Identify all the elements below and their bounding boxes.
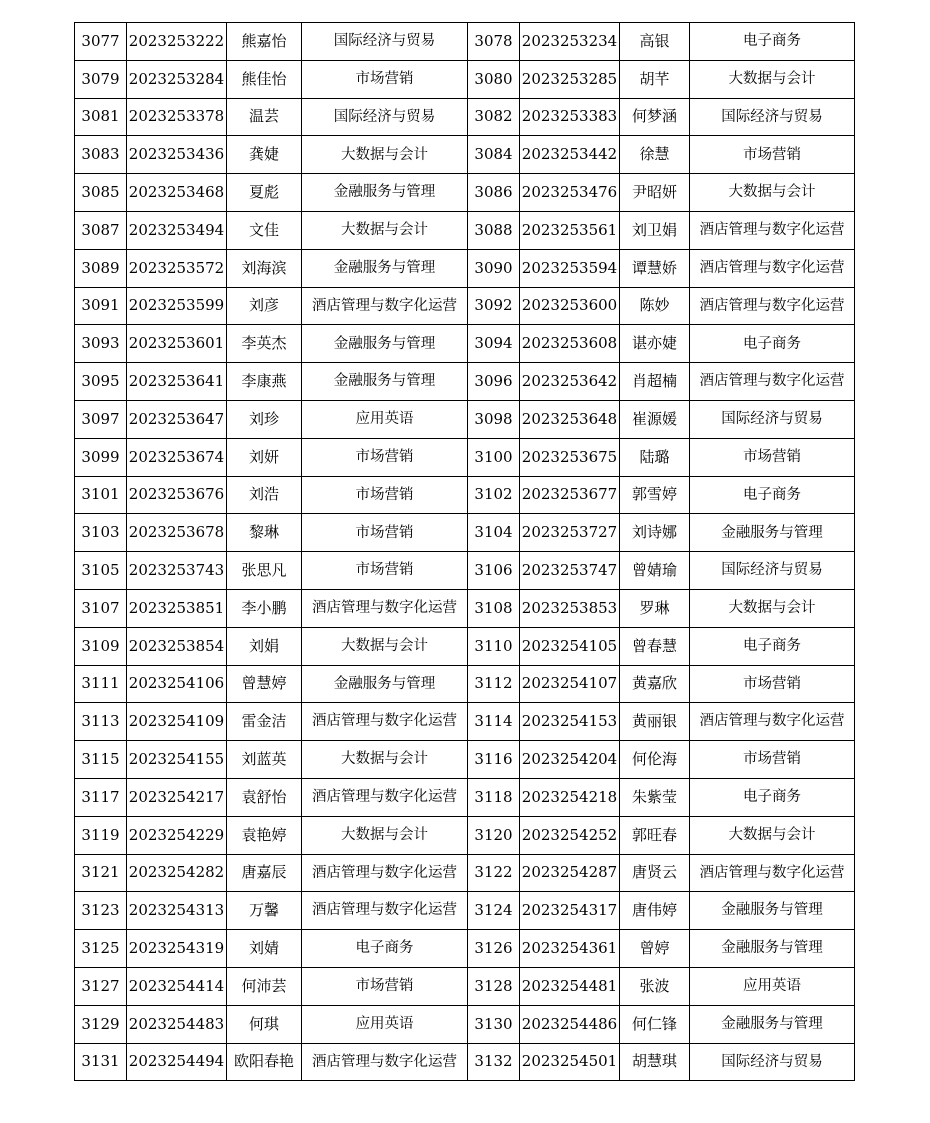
major-cell: 国际经济与贸易: [302, 23, 468, 61]
major-cell: 酒店管理与数字化运营: [690, 249, 855, 287]
seq-cell: 3088: [468, 211, 520, 249]
student-id-cell: 2023253676: [127, 476, 227, 514]
major-cell: 酒店管理与数字化运营: [690, 211, 855, 249]
major-cell: 应用英语: [690, 967, 855, 1005]
student-name-cell: 刘诗娜: [620, 514, 690, 552]
major-cell: 应用英语: [302, 400, 468, 438]
student-id-cell: 2023253436: [127, 136, 227, 174]
seq-cell: 3103: [75, 514, 127, 552]
major-cell: 应用英语: [302, 1005, 468, 1043]
table-row: [75, 552, 855, 590]
table-row: [75, 174, 855, 212]
student-name-cell: 李小鹏: [227, 589, 302, 627]
major-cell: 市场营销: [302, 438, 468, 476]
major-cell: 国际经济与贸易: [690, 1043, 855, 1081]
seq-cell: 3098: [468, 400, 520, 438]
seq-cell: 3110: [468, 627, 520, 665]
table-row: [75, 400, 855, 438]
seq-cell: 3080: [468, 60, 520, 98]
student-id-cell: 2023254483: [127, 1005, 227, 1043]
major-cell: 酒店管理与数字化运营: [302, 1043, 468, 1081]
student-id-cell: 2023253594: [520, 249, 620, 287]
student-name-cell: 欧阳春艳: [227, 1043, 302, 1081]
table-row: [75, 892, 855, 930]
student-name-cell: 李英杰: [227, 325, 302, 363]
student-id-cell: 2023253647: [127, 400, 227, 438]
student-id-cell: 2023254252: [520, 816, 620, 854]
student-id-cell: 2023253853: [520, 589, 620, 627]
major-cell: 金融服务与管理: [302, 665, 468, 703]
student-id-cell: 2023253601: [127, 325, 227, 363]
seq-cell: 3097: [75, 400, 127, 438]
student-id-cell: 2023253442: [520, 136, 620, 174]
student-id-cell: 2023253468: [127, 174, 227, 212]
major-cell: 市场营销: [690, 741, 855, 779]
student-name-cell: 曾婧瑜: [620, 552, 690, 590]
student-id-cell: 2023254204: [520, 741, 620, 779]
student-id-cell: 2023253476: [520, 174, 620, 212]
student-name-cell: 雷金洁: [227, 703, 302, 741]
student-name-cell: 尹昭妍: [620, 174, 690, 212]
student-id-cell: 2023253854: [127, 627, 227, 665]
student-name-cell: 刘彦: [227, 287, 302, 325]
student-name-cell: 朱紫莹: [620, 778, 690, 816]
table-row: [75, 438, 855, 476]
student-name-cell: 袁艳婷: [227, 816, 302, 854]
student-name-cell: 何伦海: [620, 741, 690, 779]
student-name-cell: 刘卫娟: [620, 211, 690, 249]
major-cell: 电子商务: [690, 627, 855, 665]
student-name-cell: 黎琳: [227, 514, 302, 552]
student-id-cell: 2023253743: [127, 552, 227, 590]
seq-cell: 3121: [75, 854, 127, 892]
seq-cell: 3106: [468, 552, 520, 590]
student-name-cell: 刘珍: [227, 400, 302, 438]
seq-cell: 3099: [75, 438, 127, 476]
student-name-cell: 黄嘉欣: [620, 665, 690, 703]
seq-cell: 3100: [468, 438, 520, 476]
major-cell: 酒店管理与数字化运营: [690, 363, 855, 401]
student-id-cell: 2023253494: [127, 211, 227, 249]
major-cell: 国际经济与贸易: [302, 98, 468, 136]
seq-cell: 3104: [468, 514, 520, 552]
seq-cell: 3083: [75, 136, 127, 174]
student-name-cell: 万馨: [227, 892, 302, 930]
student-id-cell: 2023253675: [520, 438, 620, 476]
seq-cell: 3089: [75, 249, 127, 287]
major-cell: 金融服务与管理: [302, 325, 468, 363]
table-row: [75, 1043, 855, 1081]
student-id-cell: 2023253600: [520, 287, 620, 325]
student-id-cell: 2023253677: [520, 476, 620, 514]
student-name-cell: 刘浩: [227, 476, 302, 514]
table-row: [75, 325, 855, 363]
major-cell: 金融服务与管理: [302, 363, 468, 401]
seq-cell: 3091: [75, 287, 127, 325]
table-row: [75, 211, 855, 249]
student-id-cell: 2023254282: [127, 854, 227, 892]
student-name-cell: 肖超楠: [620, 363, 690, 401]
seq-cell: 3114: [468, 703, 520, 741]
seq-cell: 3124: [468, 892, 520, 930]
major-cell: 酒店管理与数字化运营: [302, 778, 468, 816]
seq-cell: 3115: [75, 741, 127, 779]
major-cell: 电子商务: [690, 23, 855, 61]
student-name-cell: 夏彪: [227, 174, 302, 212]
seq-cell: 3129: [75, 1005, 127, 1043]
student-name-cell: 刘妍: [227, 438, 302, 476]
table-row: [75, 816, 855, 854]
major-cell: 市场营销: [690, 665, 855, 703]
seq-cell: 3118: [468, 778, 520, 816]
table-row: [75, 136, 855, 174]
major-cell: 酒店管理与数字化运营: [690, 703, 855, 741]
major-cell: 酒店管理与数字化运营: [302, 854, 468, 892]
seq-cell: 3126: [468, 930, 520, 968]
seq-cell: 3116: [468, 741, 520, 779]
student-name-cell: 陆璐: [620, 438, 690, 476]
student-id-cell: 2023253561: [520, 211, 620, 249]
seq-cell: 3090: [468, 249, 520, 287]
major-cell: 金融服务与管理: [690, 892, 855, 930]
student-name-cell: 袁舒怡: [227, 778, 302, 816]
major-cell: 酒店管理与数字化运营: [690, 287, 855, 325]
student-name-cell: 谌亦婕: [620, 325, 690, 363]
student-name-cell: 郭旺春: [620, 816, 690, 854]
table-row: [75, 627, 855, 665]
student-name-cell: 熊佳怡: [227, 60, 302, 98]
major-cell: 酒店管理与数字化运营: [302, 589, 468, 627]
major-cell: 大数据与会计: [302, 741, 468, 779]
student-id-cell: 2023254109: [127, 703, 227, 741]
student-id-cell: 2023254105: [520, 627, 620, 665]
student-id-cell: 2023254317: [520, 892, 620, 930]
major-cell: 大数据与会计: [690, 589, 855, 627]
major-cell: 金融服务与管理: [690, 514, 855, 552]
student-id-cell: 2023254313: [127, 892, 227, 930]
table-row: [75, 363, 855, 401]
seq-cell: 3087: [75, 211, 127, 249]
student-id-cell: 2023254155: [127, 741, 227, 779]
student-name-cell: 曾春慧: [620, 627, 690, 665]
student-id-cell: 2023253378: [127, 98, 227, 136]
major-cell: 金融服务与管理: [302, 249, 468, 287]
seq-cell: 3108: [468, 589, 520, 627]
major-cell: 电子商务: [690, 476, 855, 514]
seq-cell: 3077: [75, 23, 127, 61]
major-cell: 大数据与会计: [690, 174, 855, 212]
student-name-cell: 熊嘉怡: [227, 23, 302, 61]
student-name-cell: 龚婕: [227, 136, 302, 174]
table-row: [75, 98, 855, 136]
seq-cell: 3125: [75, 930, 127, 968]
student-name-cell: 徐慧: [620, 136, 690, 174]
seq-cell: 3096: [468, 363, 520, 401]
student-id-cell: 2023253727: [520, 514, 620, 552]
student-name-cell: 刘婧: [227, 930, 302, 968]
seq-cell: 3123: [75, 892, 127, 930]
student-name-cell: 张波: [620, 967, 690, 1005]
student-id-cell: 2023253383: [520, 98, 620, 136]
seq-cell: 3081: [75, 98, 127, 136]
student-name-cell: 唐伟婷: [620, 892, 690, 930]
student-name-cell: 温芸: [227, 98, 302, 136]
student-id-cell: 2023253648: [520, 400, 620, 438]
student-name-cell: 曾婷: [620, 930, 690, 968]
seq-cell: 3101: [75, 476, 127, 514]
major-cell: 国际经济与贸易: [690, 552, 855, 590]
student-id-cell: 2023253678: [127, 514, 227, 552]
seq-cell: 3112: [468, 665, 520, 703]
seq-cell: 3117: [75, 778, 127, 816]
seq-cell: 3082: [468, 98, 520, 136]
major-cell: 金融服务与管理: [690, 930, 855, 968]
seq-cell: 3109: [75, 627, 127, 665]
major-cell: 市场营销: [690, 438, 855, 476]
student-name-cell: 何梦涵: [620, 98, 690, 136]
student-name-cell: 刘蓝英: [227, 741, 302, 779]
major-cell: 金融服务与管理: [690, 1005, 855, 1043]
table-row: [75, 60, 855, 98]
major-cell: 酒店管理与数字化运营: [302, 892, 468, 930]
table-row: [75, 287, 855, 325]
student-id-cell: 2023253285: [520, 60, 620, 98]
student-name-cell: 文佳: [227, 211, 302, 249]
major-cell: 市场营销: [302, 476, 468, 514]
major-cell: 金融服务与管理: [302, 174, 468, 212]
seq-cell: 3092: [468, 287, 520, 325]
student-id-cell: 2023254229: [127, 816, 227, 854]
major-cell: 大数据与会计: [690, 816, 855, 854]
student-id-cell: 2023253222: [127, 23, 227, 61]
seq-cell: 3078: [468, 23, 520, 61]
major-cell: 市场营销: [302, 967, 468, 1005]
student-id-cell: 2023254486: [520, 1005, 620, 1043]
table-row: [75, 476, 855, 514]
table-row: [75, 665, 855, 703]
student-id-cell: 2023254106: [127, 665, 227, 703]
major-cell: 大数据与会计: [302, 627, 468, 665]
student-id-cell: 2023253747: [520, 552, 620, 590]
seq-cell: 3128: [468, 967, 520, 1005]
student-name-cell: 黄丽银: [620, 703, 690, 741]
seq-cell: 3094: [468, 325, 520, 363]
roster-body: [75, 23, 855, 1081]
student-id-cell: 2023254319: [127, 930, 227, 968]
student-name-cell: 何仁锋: [620, 1005, 690, 1043]
seq-cell: 3131: [75, 1043, 127, 1081]
student-name-cell: 陈妙: [620, 287, 690, 325]
seq-cell: 3102: [468, 476, 520, 514]
table-row: [75, 930, 855, 968]
student-name-cell: 刘海滨: [227, 249, 302, 287]
student-name-cell: 唐贤云: [620, 854, 690, 892]
seq-cell: 3085: [75, 174, 127, 212]
table-row: [75, 741, 855, 779]
major-cell: 电子商务: [690, 325, 855, 363]
student-name-cell: 胡慧琪: [620, 1043, 690, 1081]
seq-cell: 3111: [75, 665, 127, 703]
student-id-cell: 2023254501: [520, 1043, 620, 1081]
seq-cell: 3095: [75, 363, 127, 401]
student-name-cell: 崔源媛: [620, 400, 690, 438]
student-id-cell: 2023254414: [127, 967, 227, 1005]
seq-cell: 3132: [468, 1043, 520, 1081]
table-row: [75, 1005, 855, 1043]
major-cell: 市场营销: [302, 60, 468, 98]
student-id-cell: 2023254218: [520, 778, 620, 816]
major-cell: 国际经济与贸易: [690, 98, 855, 136]
major-cell: 电子商务: [690, 778, 855, 816]
seq-cell: 3120: [468, 816, 520, 854]
student-name-cell: 胡芊: [620, 60, 690, 98]
student-id-cell: 2023253284: [127, 60, 227, 98]
student-id-cell: 2023254481: [520, 967, 620, 1005]
seq-cell: 3127: [75, 967, 127, 1005]
table-row: [75, 703, 855, 741]
student-name-cell: 唐嘉辰: [227, 854, 302, 892]
student-name-cell: 罗琳: [620, 589, 690, 627]
seq-cell: 3130: [468, 1005, 520, 1043]
major-cell: 大数据与会计: [302, 211, 468, 249]
student-name-cell: 李康燕: [227, 363, 302, 401]
student-id-cell: 2023254287: [520, 854, 620, 892]
major-cell: 电子商务: [302, 930, 468, 968]
student-id-cell: 2023253608: [520, 325, 620, 363]
student-name-cell: 刘娟: [227, 627, 302, 665]
major-cell: 酒店管理与数字化运营: [302, 287, 468, 325]
major-cell: 酒店管理与数字化运营: [690, 854, 855, 892]
student-name-cell: 何沛芸: [227, 967, 302, 1005]
student-id-cell: 2023253572: [127, 249, 227, 287]
major-cell: 市场营销: [302, 514, 468, 552]
seq-cell: 3122: [468, 854, 520, 892]
student-id-cell: 2023253851: [127, 589, 227, 627]
student-name-cell: 郭雪婷: [620, 476, 690, 514]
table-row: [75, 854, 855, 892]
seq-cell: 3084: [468, 136, 520, 174]
student-name-cell: 高银: [620, 23, 690, 61]
student-id-cell: 2023253642: [520, 363, 620, 401]
major-cell: 大数据与会计: [690, 60, 855, 98]
student-id-cell: 2023253674: [127, 438, 227, 476]
seq-cell: 3086: [468, 174, 520, 212]
student-roster-table: [74, 22, 855, 1081]
table-row: [75, 514, 855, 552]
major-cell: 国际经济与贸易: [690, 400, 855, 438]
student-id-cell: 2023253599: [127, 287, 227, 325]
student-id-cell: 2023254153: [520, 703, 620, 741]
major-cell: 大数据与会计: [302, 136, 468, 174]
student-id-cell: 2023254494: [127, 1043, 227, 1081]
student-name-cell: 张思凡: [227, 552, 302, 590]
table-row: [75, 778, 855, 816]
seq-cell: 3093: [75, 325, 127, 363]
table-row: [75, 23, 855, 61]
student-name-cell: 何琪: [227, 1005, 302, 1043]
student-id-cell: 2023254361: [520, 930, 620, 968]
student-name-cell: 谭慧娇: [620, 249, 690, 287]
student-id-cell: 2023254217: [127, 778, 227, 816]
student-id-cell: 2023254107: [520, 665, 620, 703]
seq-cell: 3107: [75, 589, 127, 627]
seq-cell: 3079: [75, 60, 127, 98]
student-id-cell: 2023253234: [520, 23, 620, 61]
table-row: [75, 967, 855, 1005]
seq-cell: 3119: [75, 816, 127, 854]
student-name-cell: 曾慧婷: [227, 665, 302, 703]
seq-cell: 3105: [75, 552, 127, 590]
seq-cell: 3113: [75, 703, 127, 741]
major-cell: 酒店管理与数字化运营: [302, 703, 468, 741]
major-cell: 市场营销: [690, 136, 855, 174]
student-id-cell: 2023253641: [127, 363, 227, 401]
major-cell: 大数据与会计: [302, 816, 468, 854]
table-row: [75, 249, 855, 287]
table-row: [75, 589, 855, 627]
major-cell: 市场营销: [302, 552, 468, 590]
